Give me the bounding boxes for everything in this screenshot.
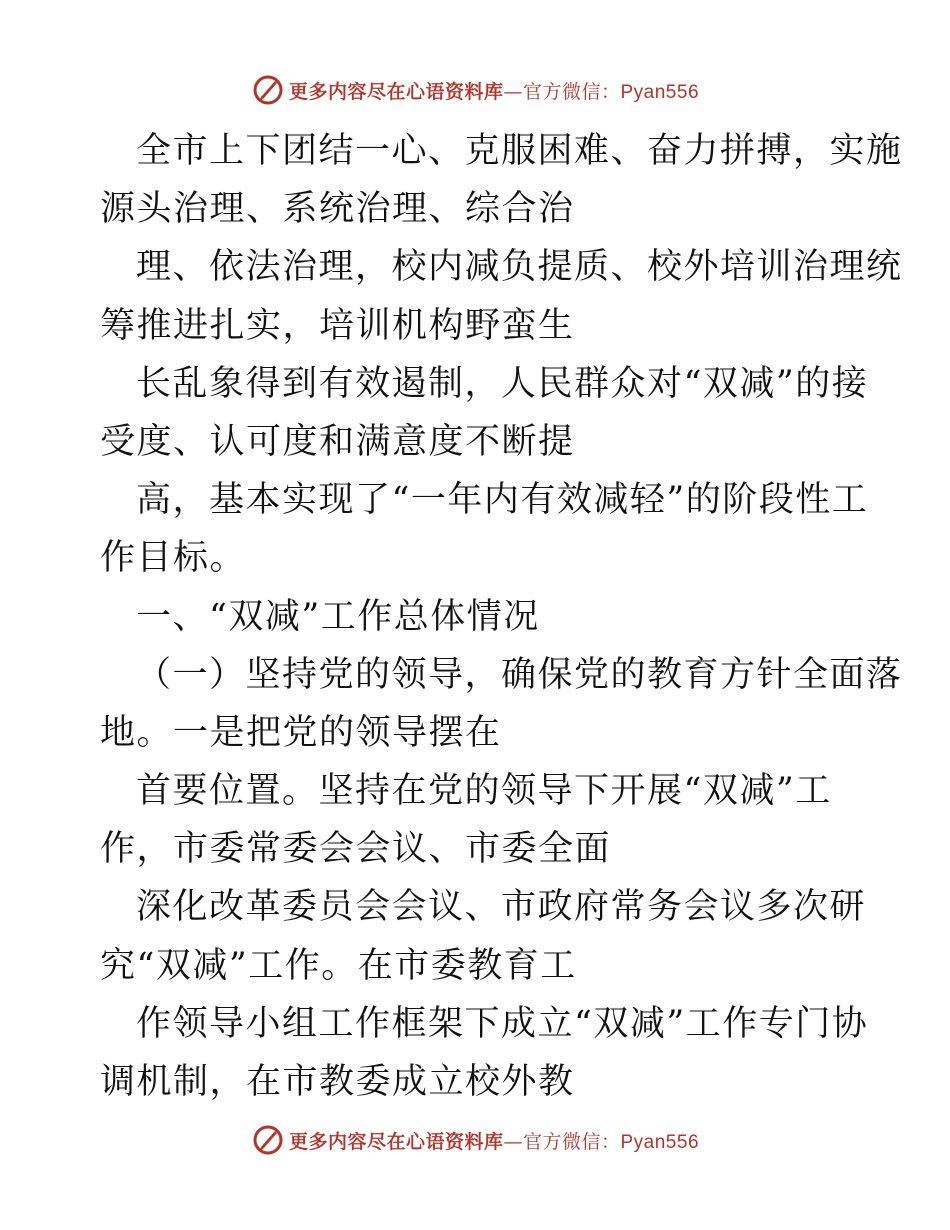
text-line: 究“双减”工作。在市委教育工 (100, 945, 577, 986)
text-line: 筹推进扎实，培训机构野蛮生 (100, 305, 575, 346)
header-banner (0, 70, 950, 110)
text-line: 地。一是把党的领导摆在 (100, 712, 502, 753)
quill-pen-logo-icon (251, 73, 285, 107)
text-line: 高，基本实现了“一年内有效减轻”的阶段性工 (136, 480, 869, 521)
text-line: 长乱象得到有效遏制，人民群众对“双减”的接 (136, 363, 869, 404)
banner-text (289, 1127, 699, 1154)
banner-brand: 更多内容尽在心语资料库 (288, 80, 504, 103)
banner-wechat-label: 官方微信： (522, 80, 621, 103)
banner-wechat-label: 官方微信： (522, 1130, 621, 1153)
banner-brand: 更多内容尽在心语资料库 (288, 1130, 504, 1153)
text-line: （一）坚持党的领导，确保党的教育方针全面落 (136, 654, 903, 695)
footer-banner (0, 1120, 950, 1160)
text-line: 作目标。 (100, 538, 247, 579)
banner-separator: — (503, 1130, 523, 1153)
banner-text (289, 77, 699, 104)
text-line: 作领导小组工作框架下成立“双减”工作专门协 (136, 1003, 869, 1044)
document-body (100, 122, 903, 1111)
text-line: 深化改革委员会会议、市政府常务会议多次研 (136, 887, 867, 928)
text-line: 作，市委常委会会议、市委全面 (100, 829, 612, 870)
text-line: 理、依法治理，校内减负提质、校外培训治理统 (136, 247, 903, 288)
text-line: 源头治理、系统治理、综合治 (100, 189, 575, 230)
text-line: 全市上下团结一心、克服困难、奋力拼搏，实施 (136, 131, 903, 171)
banner-separator: — (503, 80, 523, 103)
text-line: 调机制，在市教委成立校外教 (100, 1062, 575, 1102)
quill-pen-logo-icon (251, 1123, 285, 1157)
text-line: 受度、认可度和满意度不断提 (100, 421, 575, 462)
text-line: 首要位置。坚持在党的领导下开展“双减”工 (136, 771, 832, 812)
banner-wechat-id: Pyan556 (620, 1131, 700, 1153)
banner-wechat-id: Pyan556 (620, 81, 700, 103)
section-heading: 一、“双减”工作总体情况 (136, 596, 540, 637)
